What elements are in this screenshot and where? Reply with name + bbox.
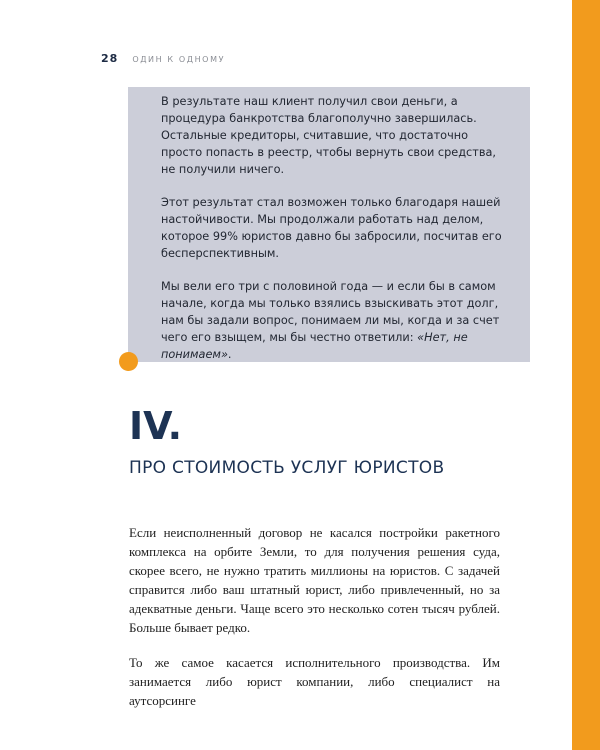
running-header — [101, 52, 225, 65]
chapter-title: ПРО СТОИМОСТЬ УСЛУГ ЮРИСТОВ — [129, 458, 445, 478]
page-number: 28 — [101, 52, 119, 65]
chapter-numeral: IV. — [129, 404, 183, 448]
highlight-text: Мы вели его три с половиной года — и если бы в самом начале, когда мы только взялись взыскивать этот долг, нам бы задали вопрос, понимаем ли мы, когда и за счет чего его взыщем, мы бы честно ответили: — [161, 280, 500, 344]
body-text — [129, 523, 500, 726]
highlight-quote: «Нет, не понимаем» — [161, 331, 468, 361]
body-paragraph: Если неисполненный договор не касался постройки ракетного комплекса на орбите Земли, то для получения решения суда, скорее всего, не нужно тратить миллионы на юристов. С задачей справится либо ваш штатный юрист, либо привлеченный, но за адекватные деньги. Чаще всего это несколько сотен тысяч рублей. Больше бывает редко. — [129, 525, 500, 635]
highlight-paragraph: Этот результат стал возможен только благодаря нашей настойчивости. Мы продолжали работать над делом, которое 99% юристов давно бы забросили, посчитав его бесперспективным. — [161, 196, 502, 260]
highlight-box — [128, 87, 530, 362]
page-edge-accent-bar — [572, 0, 600, 750]
highlight-paragraph-last — [161, 278, 504, 363]
book-title: ОДИН К ОДНОМУ — [132, 55, 226, 64]
highlight-paragraph: В результате наш клиент получил свои деньги, а процедура банкротства благополучно завершилась. Остальные кредиторы, считавшие, что достаточно просто попасть в реестр, чтобы вернуть свои средства, не получили ничего. — [161, 95, 497, 176]
body-paragraph: То же самое касается исполнительного производства. Им занимается либо юрист компании, либо специалист на аутсорсинге — [129, 655, 500, 708]
decorative-dot — [119, 352, 138, 371]
highlight-end: . — [227, 348, 232, 361]
